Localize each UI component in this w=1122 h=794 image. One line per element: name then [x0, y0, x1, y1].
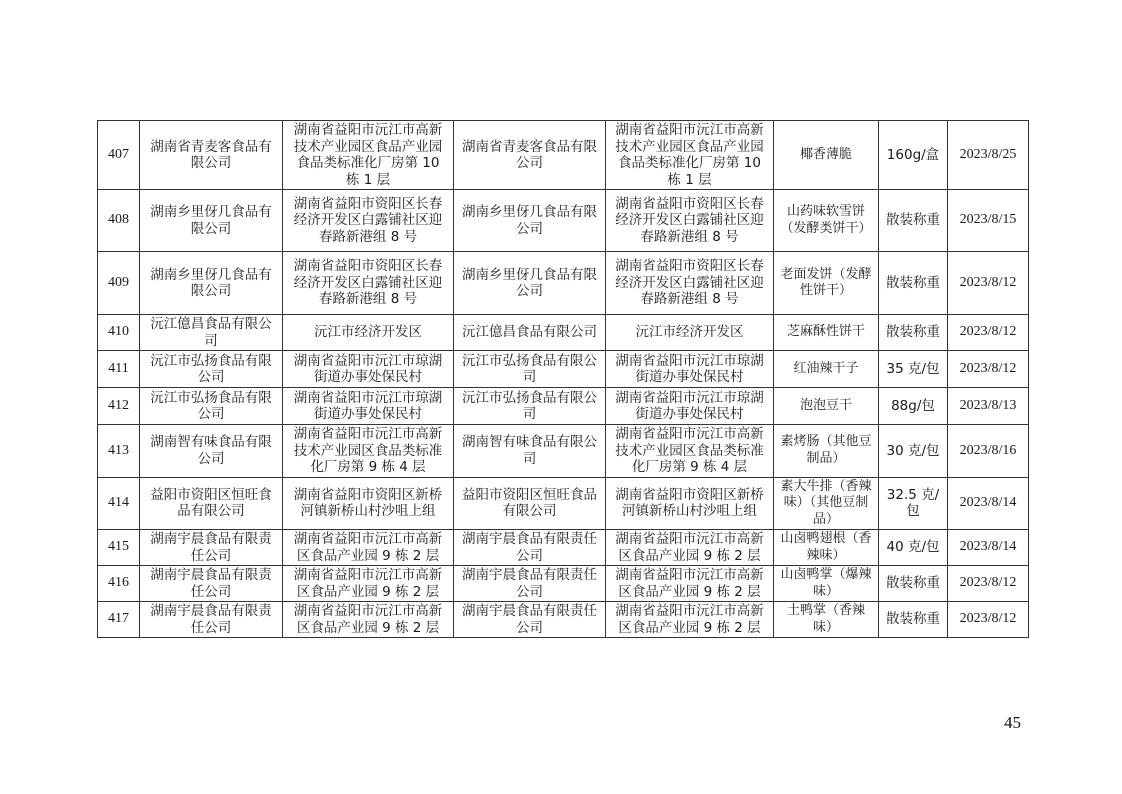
row-seq-number: 408	[98, 190, 140, 252]
row-producer-name: 沅江市弘扬食品有限公司	[140, 388, 283, 425]
page-number: 45	[1004, 713, 1021, 732]
row-date: 2023/8/12	[948, 252, 1029, 315]
row-date: 2023/8/15	[948, 190, 1029, 252]
row-sampled-unit-name: 湖南宇晨食品有限责任公司	[454, 530, 606, 566]
row-sampled-unit-name: 湖南乡里伢几食品有限公司	[454, 252, 606, 315]
row-sampled-unit-name: 湖南乡里伢几食品有限公司	[454, 190, 606, 252]
row-sampled-unit-address: 湖南省益阳市沅江市高新技术产业园区食品类标准化厂房第 9 栋 4 层	[606, 425, 774, 478]
row-seq-number: 407	[98, 121, 140, 190]
row-seq-number: 415	[98, 530, 140, 566]
row-date: 2023/8/14	[948, 477, 1029, 530]
table-body	[98, 121, 1029, 638]
row-producer-address: 湖南省益阳市沅江市高新区食品产业园 9 栋 2 层	[283, 602, 454, 638]
table-row	[98, 425, 1029, 478]
row-product-name: 红油辣干子	[774, 351, 879, 388]
row-seq-number: 413	[98, 425, 140, 478]
row-specification: 散装称重	[879, 602, 948, 638]
row-specification: 88g/包	[879, 388, 948, 425]
table-row	[98, 190, 1029, 252]
row-specification: 散装称重	[879, 252, 948, 315]
table-row	[98, 315, 1029, 351]
row-sampled-unit-address: 湖南省益阳市资阳区新桥河镇新桥山村沙咀上组	[606, 477, 774, 530]
row-sampled-unit-address: 湖南省益阳市资阳区长春经济开发区白露铺社区迎春路新港组 8 号	[606, 190, 774, 252]
row-date: 2023/8/16	[948, 425, 1029, 478]
row-specification: 160g/盒	[879, 121, 948, 190]
row-date: 2023/8/14	[948, 530, 1029, 566]
row-producer-name: 湖南乡里伢几食品有限公司	[140, 190, 283, 252]
row-sampled-unit-name: 湖南省青麦客食品有限公司	[454, 121, 606, 190]
row-sampled-unit-address: 湖南省益阳市资阳区长春经济开发区白露铺社区迎春路新港组 8 号	[606, 252, 774, 315]
row-seq-number: 410	[98, 315, 140, 351]
row-date: 2023/8/25	[948, 121, 1029, 190]
row-sampled-unit-address: 湖南省益阳市沅江市高新区食品产业园 9 栋 2 层	[606, 566, 774, 602]
table-row	[98, 351, 1029, 388]
row-producer-name: 益阳市资阳区恒旺食品有限公司	[140, 477, 283, 530]
row-specification: 40 克/包	[879, 530, 948, 566]
row-specification: 散装称重	[879, 315, 948, 351]
row-seq-number: 411	[98, 351, 140, 388]
row-seq-number: 414	[98, 477, 140, 530]
table-row	[98, 602, 1029, 638]
row-sampled-unit-name: 湖南智有味食品有限公司	[454, 425, 606, 478]
row-producer-name: 湖南乡里伢几食品有限公司	[140, 252, 283, 315]
row-producer-name: 沅江市弘扬食品有限公司	[140, 351, 283, 388]
row-producer-address: 湖南省益阳市沅江市高新技术产业园区食品类标准化厂房第 9 栋 4 层	[283, 425, 454, 478]
row-producer-address: 湖南省益阳市资阳区长春经济开发区白露铺社区迎春路新港组 8 号	[283, 190, 454, 252]
row-specification: 散装称重	[879, 566, 948, 602]
row-producer-address: 湖南省益阳市沅江市琼湖街道办事处保民村	[283, 351, 454, 388]
table-row	[98, 530, 1029, 566]
row-sampled-unit-address: 沅江市经济开发区	[606, 315, 774, 351]
row-date: 2023/8/12	[948, 351, 1029, 388]
row-producer-name: 湖南宇晨食品有限责任公司	[140, 566, 283, 602]
row-sampled-unit-name: 沅江市弘扬食品有限公司	[454, 351, 606, 388]
table-row	[98, 477, 1029, 530]
row-product-name: 山卤鸭掌（爆辣味）	[774, 566, 879, 602]
table-row	[98, 121, 1029, 190]
row-sampled-unit-name: 沅江億昌食品有限公司	[454, 315, 606, 351]
row-product-name: 椰香薄脆	[774, 121, 879, 190]
row-producer-name: 湖南宇晨食品有限责任公司	[140, 530, 283, 566]
row-date: 2023/8/12	[948, 566, 1029, 602]
row-product-name: 老面发饼（发酵性饼干）	[774, 252, 879, 315]
row-sampled-unit-address: 湖南省益阳市沅江市高新区食品产业园 9 栋 2 层	[606, 602, 774, 638]
row-producer-name: 湖南宇晨食品有限责任公司	[140, 602, 283, 638]
row-seq-number: 416	[98, 566, 140, 602]
row-sampled-unit-address: 湖南省益阳市沅江市琼湖街道办事处保民村	[606, 351, 774, 388]
table-row	[98, 566, 1029, 602]
row-producer-address: 湖南省益阳市沅江市高新区食品产业园 9 栋 2 层	[283, 530, 454, 566]
table-row	[98, 252, 1029, 315]
row-producer-address: 湖南省益阳市资阳区新桥河镇新桥山村沙咀上组	[283, 477, 454, 530]
row-seq-number: 417	[98, 602, 140, 638]
row-specification: 30 克/包	[879, 425, 948, 478]
row-seq-number: 412	[98, 388, 140, 425]
row-sampled-unit-address: 湖南省益阳市沅江市琼湖街道办事处保民村	[606, 388, 774, 425]
table-row	[98, 388, 1029, 425]
row-producer-address: 湖南省益阳市沅江市高新区食品产业园 9 栋 2 层	[283, 566, 454, 602]
row-date: 2023/8/12	[948, 315, 1029, 351]
row-specification: 32.5 克/包	[879, 477, 948, 530]
food-sampling-table	[97, 120, 1029, 638]
row-product-name: 芝麻酥性饼干	[774, 315, 879, 351]
row-sampled-unit-name: 沅江市弘扬食品有限公司	[454, 388, 606, 425]
row-product-name: 土鸭掌（香辣味）	[774, 602, 879, 638]
row-product-name: 山药味软雪饼（发酵类饼干）	[774, 190, 879, 252]
row-product-name: 素大牛排（香辣味）（其他豆制品）	[774, 477, 879, 530]
row-product-name: 素烤肠（其他豆制品）	[774, 425, 879, 478]
row-date: 2023/8/12	[948, 602, 1029, 638]
row-sampled-unit-address: 湖南省益阳市沅江市高新区食品产业园 9 栋 2 层	[606, 530, 774, 566]
row-sampled-unit-address: 湖南省益阳市沅江市高新技术产业园区食品产业园食品类标准化厂房第 10 栋 1 层	[606, 121, 774, 190]
row-sampled-unit-name: 湖南宇晨食品有限责任公司	[454, 566, 606, 602]
row-sampled-unit-name: 湖南宇晨食品有限责任公司	[454, 602, 606, 638]
row-producer-address: 湖南省益阳市沅江市高新技术产业园区食品产业园食品类标准化厂房第 10 栋 1 层	[283, 121, 454, 190]
row-producer-name: 湖南智有味食品有限公司	[140, 425, 283, 478]
row-specification: 散装称重	[879, 190, 948, 252]
row-producer-name: 沅江億昌食品有限公司	[140, 315, 283, 351]
row-sampled-unit-name: 益阳市资阳区恒旺食品有限公司	[454, 477, 606, 530]
row-producer-address: 湖南省益阳市沅江市琼湖街道办事处保民村	[283, 388, 454, 425]
row-date: 2023/8/13	[948, 388, 1029, 425]
row-product-name: 泡泡豆干	[774, 388, 879, 425]
row-product-name: 山卤鸭翅根（香辣味）	[774, 530, 879, 566]
row-producer-address: 湖南省益阳市资阳区长春经济开发区白露铺社区迎春路新港组 8 号	[283, 252, 454, 315]
row-producer-name: 湖南省青麦客食品有限公司	[140, 121, 283, 190]
row-seq-number: 409	[98, 252, 140, 315]
row-producer-address: 沅江市经济开发区	[283, 315, 454, 351]
row-specification: 35 克/包	[879, 351, 948, 388]
